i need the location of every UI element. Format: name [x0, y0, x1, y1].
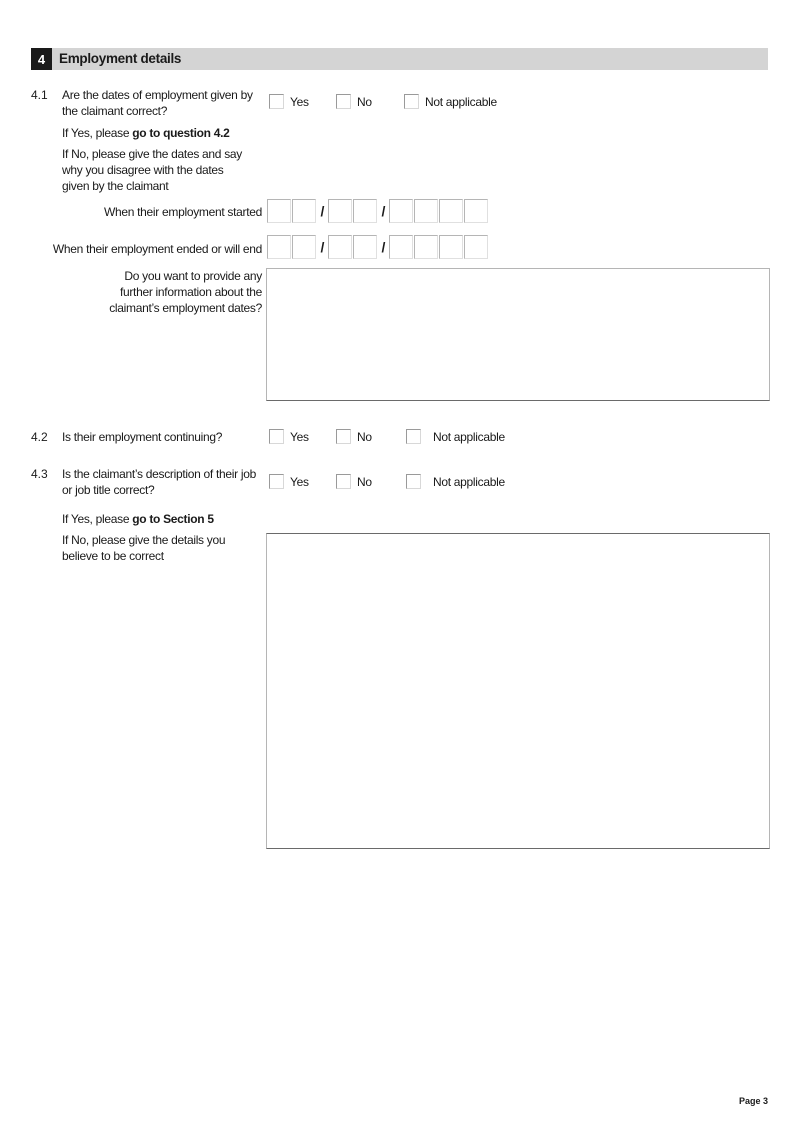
- q43-yes-label: Yes: [290, 474, 309, 489]
- q43-no-checkbox[interactable]: [336, 474, 351, 489]
- employment-started-date[interactable]: [267, 199, 489, 223]
- q41-if-yes: [62, 125, 262, 141]
- q43-no-label: No: [357, 474, 372, 489]
- q42-number: 4.2: [31, 430, 48, 444]
- start-year-digit-4[interactable]: [464, 199, 488, 223]
- q42-question: Is their employment continuing?: [62, 430, 223, 444]
- date-separator: /: [381, 239, 386, 255]
- q42-no-checkbox[interactable]: [336, 429, 351, 444]
- q43-number: 4.3: [31, 467, 48, 481]
- q43-na-label: Not applicable: [433, 474, 505, 489]
- section-title: Employment details: [59, 51, 182, 66]
- q43-question: Is the claimant’s description of their job or job title correct?: [62, 467, 256, 497]
- q43-if-yes-link: go to Section 5: [132, 512, 214, 526]
- q41-if-yes-text: If Yes, please: [62, 126, 133, 140]
- q41-option-yes[interactable]: [269, 94, 309, 109]
- end-year-digit-1[interactable]: [389, 235, 413, 259]
- job-details-textarea[interactable]: [266, 533, 770, 849]
- end-day-digit-1[interactable]: [267, 235, 291, 259]
- q42-yes-checkbox[interactable]: [269, 429, 284, 444]
- start-month-digit-1[interactable]: [328, 199, 352, 223]
- end-month-digit-1[interactable]: [328, 235, 352, 259]
- start-year-digit-3[interactable]: [439, 199, 463, 223]
- date-separator: /: [320, 203, 325, 219]
- q41-na-label: Not applicable: [425, 94, 497, 109]
- q43-option-na[interactable]: [406, 474, 505, 489]
- q41-yes-label: Yes: [290, 94, 309, 109]
- start-month-digit-2[interactable]: [353, 199, 377, 223]
- date-separator: /: [381, 203, 386, 219]
- q43-option-yes[interactable]: [269, 474, 309, 489]
- q41-yes-checkbox[interactable]: [269, 94, 284, 109]
- q41-number: 4.1: [31, 88, 48, 102]
- q43-if-yes-text: If Yes, please: [62, 512, 133, 526]
- section-header: [31, 48, 768, 70]
- q41-if-yes-link: go to question 4.2: [132, 126, 230, 140]
- employment-ended-label: When their employment ended or will end: [52, 242, 262, 256]
- further-info-label: Do you want to provide any further information about the claimant’s employment dates?: [109, 269, 262, 315]
- end-year-digit-3[interactable]: [439, 235, 463, 259]
- end-year-digit-4[interactable]: [464, 235, 488, 259]
- date-separator: /: [320, 239, 325, 255]
- employment-started-label: When their employment started: [103, 205, 262, 219]
- q42-option-na[interactable]: [406, 429, 505, 444]
- q43-option-no[interactable]: [336, 474, 372, 489]
- start-day-digit-2[interactable]: [292, 199, 316, 223]
- end-year-digit-2[interactable]: [414, 235, 438, 259]
- q41-no-label: No: [357, 94, 372, 109]
- q41-option-na[interactable]: [404, 94, 497, 109]
- employment-ended-date[interactable]: [267, 235, 489, 259]
- q43-if-yes: [62, 511, 262, 527]
- q41-question: Are the dates of employment given by the claimant correct?: [62, 88, 253, 118]
- q42-na-label: Not applicable: [433, 429, 505, 444]
- q43-na-checkbox[interactable]: [406, 474, 421, 489]
- further-info-textarea[interactable]: [266, 268, 770, 401]
- q41-no-checkbox[interactable]: [336, 94, 351, 109]
- q41-if-no: If No, please give the dates and say why you disagree with the dates given by the claimant: [62, 147, 242, 193]
- q41-na-checkbox[interactable]: [404, 94, 419, 109]
- q41-option-no[interactable]: [336, 94, 372, 109]
- start-year-digit-1[interactable]: [389, 199, 413, 223]
- end-month-digit-2[interactable]: [353, 235, 377, 259]
- q43-yes-checkbox[interactable]: [269, 474, 284, 489]
- end-day-digit-2[interactable]: [292, 235, 316, 259]
- start-year-digit-2[interactable]: [414, 199, 438, 223]
- q42-no-label: No: [357, 429, 372, 444]
- q42-option-yes[interactable]: [269, 429, 309, 444]
- q42-na-checkbox[interactable]: [406, 429, 421, 444]
- q42-yes-label: Yes: [290, 429, 309, 444]
- start-day-digit-1[interactable]: [267, 199, 291, 223]
- q42-option-no[interactable]: [336, 429, 372, 444]
- q43-if-no: If No, please give the details you believe to be correct: [62, 533, 226, 563]
- page-number: Page 3: [738, 1096, 768, 1106]
- section-number: 4: [31, 48, 52, 70]
